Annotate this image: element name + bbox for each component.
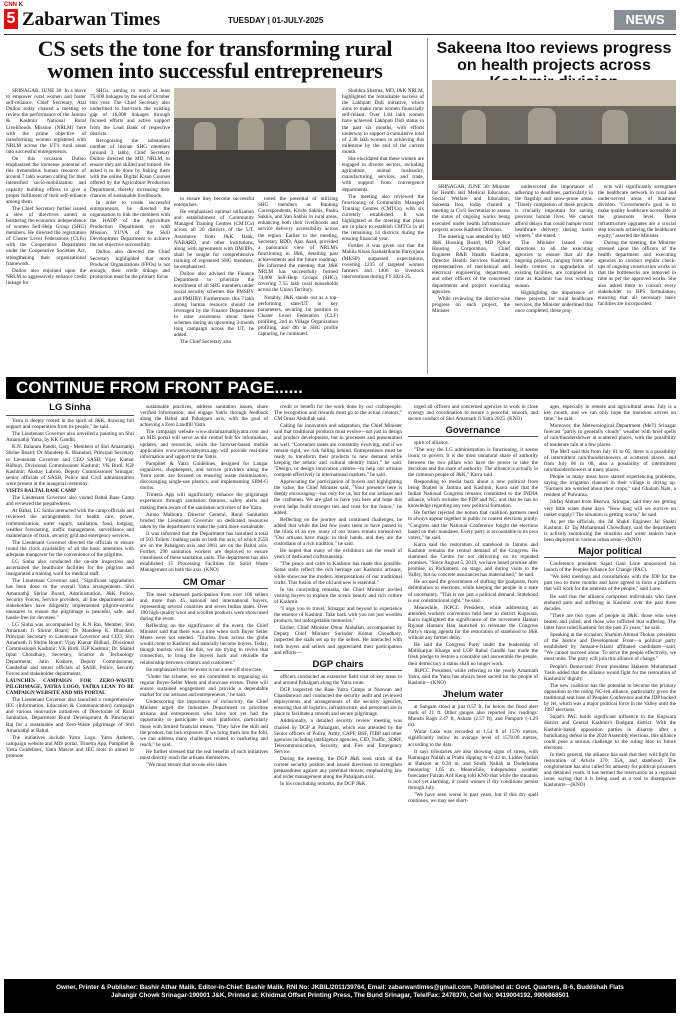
- paragraph: He further stressed that the real benefits of such initiatives must directly reach the artisans themselves.: [140, 748, 268, 761]
- paragraph: He emphasized that the event is not a one-off showcase.: [146, 666, 263, 673]
- paragraph: Earlier, Chief Minister Omar Abdullah, accompanied by Deputy Chief Minister Surinder Kumar Choudhary, inspected the stalls set up by the sellers. He interacted with both buyers and sellers and appreciated their participation and efforts—: [274, 625, 402, 656]
- paragraph: DGP inspected the Base Yatra Camps at Nunwan and Chandanwari and conducted the security audit and reviewed deployments and arrangements of the security agencies, ensuring that all logistics, infrastructure, and personnel are in place to facilitate a smooth and secure pilgrimage.: [274, 686, 402, 718]
- paragraph: Further it was given out that the Mahila Kisan Sashaktikaran Pariyojana (MKSP) surpassed expectations, covering 1235 of targeted women farmers and 1406 in livestock interventions during FY 2024-25.: [342, 243, 424, 280]
- paragraph: noted the potential of utilizing SHG members as Banking Correspondents, Krishi Sakhis, Pashu Sakhis, and Van Sakhis in rural areas, enhancing both their livelihoods and service delivery accessibility across the region. Earlier in the meeting, Secretary RDD, Ajaz Asad, provided a panoramic view of NRLM's functioning in J&K, detailing past achievements and the future roadmap. He informed the meeting that J&K NRLM has successfully formed 74,000 Self-Help Groups (SHG), covering 7.55 lakh rural households across the Union Territory.: [258, 196, 338, 294]
- paragraph: The Chief Secretary also: [180, 339, 232, 346]
- paragraph: Conference president Sajad Gani Lone announced his launch of the Peoples Alliance for Change (PAC).: [544, 561, 676, 574]
- paragraph: Meanwhile, JKPCC President, while addressing an attended workers convention held here in district Kupwara, Karra highlighted the significance of the movement Hamari Riyasat Hamara Haq launched to reinstate the Congress Party's strong agenda for the restoration of statehood to J&K without any further delay.: [408, 604, 538, 642]
- paragraph: In order to create successful entrepreneurs, he directed the organisation to link the members with the HADP of the Agriculture Production Department or with Mission YUVA of the Skill Development Department to achieve the set objective successfully.: [90, 199, 170, 249]
- paragraph: Additionally, a detailed security review meeting was chaired by DGP at Pahalgam, which was attended by the Senior officers of Police, Army, CAPF, BSF, ITBP and other agencies including intelligence agencies, CID, Traffic, SDRF, Telecommunication, Security, and Fire and Emergency Service.: [274, 718, 402, 755]
- paragraph: Appreciating the participation of buyers and highlighting the value, the Chief Minister said, "Your presence here is deeply encouraging—not only for us, but for our artisans and the craftsmen. We are glad to have you here and hope this event helps build stronger ties and trust for the future," he added.: [274, 479, 402, 516]
- paragraph: On this occasion Dulloo emphasized the immense potential of this tremendous human resource of around 7 lakh women calling for their intensified socio-mobilization and capacity building efforts to give a proper fulfilment of their self-reliance among them.: [6, 156, 86, 205]
- lead-col-4: [258, 196, 338, 373]
- paragraph: LAUNCHES CAMPAIGN FOR ZERO-WASTE PILGRIMAGE, YATRA LOGO, YATRA LEAN TO BE CAMPAIGN WEBSITE AND MIS PORTAL: [6, 677, 134, 697]
- sub-heading: Major political: [544, 546, 676, 558]
- paragraph: Speaking at the occasion, Shamim Ahmad Thokar, president of the Justice and Development Front—a political party established by Jamaat-e-Islami affiliated candidates—said, "We cannot succeed alone. To serve the people effectively, we must unite. The party will join this alliance of change.": [544, 632, 676, 663]
- paragraph: The Minister issued clear directions to all the executing agencies to ensure that all the ongoing projects, ranging from new health centres to upgradation of existing facilities, are completed in time as Kashmir has less working season.: [515, 239, 593, 289]
- page-header: [0, 0, 680, 36]
- paragraph: In his concluding remarks, the DGP J&K: [280, 781, 366, 788]
- paragraph: The campaign website www.shriamarnathjiyatra.com and an MIS portal will serve as the central hub for information, updates, and resources, while the browser-based mobile application www.zerowasteyatra.app will provide real-time information and support to the Yatris.: [140, 429, 268, 460]
- paragraph: SRINAGAR, JUNE 30: Minister for Health and Medical Education, Social Welfare and Education, Sakeena Itoo, today chaired a meeting at Civil Secretariat to assess the status of ongoing works being executed under health infrastructure projects across Kashmir Division.: [432, 184, 510, 233]
- lead-photo: [174, 88, 336, 192]
- paragraph: "The peace and calm in Kashmir has made this possible. Some stalls reflect the rich heritage our Kashmiri artisans, while showcase the modern interpretations of our traditional crafts. This fusion of the old and new is essential.": [274, 561, 402, 586]
- paragraph: At Baltal, LG Sinha interacted with the camp officials and reviewed the arrangements for health care, power, communication, water supply, sanitation, food, lodging, weather forecasting, traffic management, surveillance and maintenance of track, security grid and emergency services.: [6, 508, 134, 539]
- side-col-2: [515, 184, 593, 374]
- dateline: TUESDAY | 01-JULY-2025: [228, 16, 324, 25]
- paragraph: As per the officials, the Jal Shakti Engineer Jal Shakti Kashmir, Er Taj Mohammad Chowdhary, said the department is actively monitoring the situation and water tankers have been deployed in various urban areas—(KNO): [544, 518, 676, 543]
- small-logo: CNN K: [4, 2, 23, 8]
- paragraph: LG Sinha was accompanied by K.N Rai, Member, Shri Amarnath Ji Shrine Board; Dr Mandeep K. Bhandari, Principal Secretary to Lieutenant Governor and CEO, Shri Amarnath Ji Shrine Board; Vijay Kumar Bidhuri, Divisional Commissioner Kashmir; VK Birdi, IGP Kashmir; Dr. Shahid Iqbal Choudhary, Secretary, Science & Technology Department; Jatin Kishore, Deputy Commissioner, Ganderbal and senior officials of SASB, Police, Security Forces and stakeholder departments.: [6, 622, 134, 677]
- imprint-footer: [4, 979, 676, 1013]
- continued-banner: CONTINUE FROM FRONT PAGE......: [6, 377, 676, 399]
- paragraph: "We have seen worse in past years, but if this dry spell continues, we may see short-: [408, 792, 538, 805]
- paragraph: He said that the alliance comprises individuals who have endured pain and suffering in Kashmir over the past three decades.: [544, 593, 676, 612]
- col1-heading-rule: [6, 415, 134, 416]
- lead-col-3: [174, 196, 254, 373]
- lead-col-5: [342, 88, 424, 373]
- paragraph: He said the Congress Party under the leadership of Mallikarjun Kharge and LOP Rahul Gandhi has made the fresh pledge to restore a countable and answerable the people, their democracy a status shall no longer work.: [408, 642, 538, 667]
- paragraph: Pamphlet & Yatra Guidelines, designed for Langar organizers, shopkeepers, and service providers along the Yatra route, are focused on ensuring waste minimization, discouraging single-use plastics, and implementing SBM-G norms.: [140, 460, 268, 492]
- paragraph: Wular Lake was recorded at 1.54 ft of 1576 metres, significantly below its average level of 1578.00 metres, according to the data.: [408, 729, 538, 748]
- paragraph: The meeting was attended by MD J&K Housing Board, MD Police Housing Corporation, Chief Engineer R&B Health Kashmir, Director Health Services Kashmir, representatives of mechanical and electrical engineering department, and other officers of the concerned departments and project executing agencies.: [432, 233, 510, 295]
- paragraph: "Under the scheme, we are committed to organizing six regular Buyer-Seller Meets and showcase events. These will ensure sustained engagement and provide a dependable market for our artisans and entrepreneurs," he said.: [140, 673, 268, 699]
- side-col-1: [432, 184, 510, 374]
- paragraph: Recognizing the substantial number of literate SHG members (around 3 lakh), Chief Secretary Dulloo directed the MD, NRLM, to ensure they are skilled and trained. He asked it to be done by linking them with the online Digital Kisan Courses offered by the Agriculture Production Department, thereby increasing their chances of sustainable livelihoods.: [90, 137, 170, 199]
- lead-col-2: [90, 88, 170, 373]
- paragraph: He hoped that many of the exhibitors are the result of years of dedicated craftsmanship.: [274, 548, 402, 561]
- paragraph: During the meeting, the DGP J&K took stock of the current security posture and issued directions to strengthen preparedness against any potential threats, emphasizing law and order management along the Pahalgam axis.: [274, 755, 402, 781]
- sub-heading: CM Omar: [140, 577, 268, 589]
- paragraph: "There are two types of people in J&K: those who were beaten and jailed, and those who inflicted that suffering. The latter have ruled Kashmir for the past 35 years," he said.: [544, 612, 676, 631]
- paragraph: Moreover, the Meteorological Department (MeT) Srinagar forecast "partly to generally cloudy" weather with brief spells of rain/thundershower at scattered places, with the possibility of moderate rain at a few places.: [544, 423, 676, 448]
- paragraph: Sajad's PAC holds significant influence in the Kupwara district and Central Kashmir's Budgam district. With the Kashmir-based opposition parties in disarray after a humiliating defeat in the 2024 Assembly elections, this alliance could pose a serious challenge to the ruling bloc in future elections.: [544, 714, 676, 751]
- paragraph: The new coalition has the potential to become the primary opposition to the ruling NC-led alliance, particularly given the traditional seat base of Peoples Conference and the JDP backed by Jel, which was a major political force in the Valley until the 1987 elections.: [544, 682, 676, 714]
- paragraph: Underscoring the importance of inclusivity, the Chief Minister urged the Industries Department to prioritise artisans and entrepreneurs who have not yet had the opportunity to participate in such platforms, particularly those with limited financial means. "They have the skill and the product, but lack exposure. If we bring them into the fold, we can address many challenges related to marketing and reach," he said.: [140, 699, 268, 748]
- paragraph: at Sangam stood at just 0.57 ft, far below the flood alert mark of 21 ft. Other gauges also reported low readings: Munshi Bagh 2.47 ft, Asham (2.57 ft), and Pampore (-1.29 m).: [408, 703, 538, 729]
- paragraph: "I urge you to travel, Srinagar and beyond to experience the essence of Kashmir. Take back with you not just woollen products, but unforgettable memories.": [274, 606, 402, 625]
- paragraph: People in many areas have started experiencing problems, saying the irrigation channel in their village is drying up. "Farmers are worried about their crops," said Ghulam Nabi, a resident of Pulwama.: [544, 474, 676, 499]
- paragraph: Dulloo also advised the Finance Department to prioritize the enrollment of all SHG members under social security schemes like PMSBY and PMJJBY. Furthermore, this 7 lakh strong human resource should be leveraged by the Finance Department to raise awareness about these schemes during an upcoming 3-month long campaign across the UT, he added.: [174, 271, 254, 339]
- paragraph: The Lieutenant Governor also visited Baltal Base Camp and reviewed the preparedness.: [6, 495, 134, 508]
- paragraph: It was informed that the Department has installed a total of 503 Toilets / bathing units on both the axis, of which 2558 are on the Pahalgam axis and 2061 are on the Baltal axis. Further, 290 sanitation workers are deployed to ensure cleanliness of these sanitation units. The department has also established 15 Processing Facilities for Solid Waste Management on both the axis. (KNO): [140, 530, 268, 574]
- paragraph: "The way the LG administration is functioning, it seems ironic to govern. It is the most unnatural share of authority between the two pillars who have the power to take the decisions and the share of authority. The alliance is actually in the common people of J&K," Karra said.: [408, 447, 538, 478]
- paragraph: Reflecting on the journey and continued challenges, he added that while the last few years seem to have passed in the blink of an eye, many of our issues remain unresolved. "Our artisans have magic in their hands, and they are the custodians of a rich tradition," he said.: [274, 516, 402, 548]
- paragraph: SRINAGAR, JUNE 30: In a move to empower rural women and foster self-reliance, Chief Secretary, Atal Dulloo today chaired a meeting to review the performance of the Jammu & Kashmir National Rural Livelihoods Mission (NRLM) here with the prime objective of transforming women registered with NRLM across the UT's rural areas into successful entrepreneurs.: [6, 88, 86, 155]
- paragraph: Notably, J&K stands out as a top-performing state/UT in key parameters, securing 1st position in Cluster Level Federation (CLF) profiling, 2nd in Village Organization profiling, and 4th in SHG profile capturing, he continued.: [258, 294, 338, 338]
- paragraph: to ensure they become successful enterprises.: [174, 196, 254, 209]
- paragraph: The Chief Secretary further issued a slew of directives aimed at bolstering the economic independence of women Self-Help Group (SHG) members. He directed the registration of Cluster Level Federations (CLFs) with the Cooperative Department under the Cooperative Societies Act, strengthening their organizational framework.: [6, 205, 86, 267]
- paragraph: Shubhra Sharma, MD, J&K NRLM, highlighted the remarkable success of the Lakhpati Didi initiative, which aims to make rural women financially self-reliant. Over 1.84 lakh women have achieved Lakhpati Didi status in the past six months, with efforts underway to support a cumulative total of 2.38 lakh women in achieving this milestone by the end of the current month.: [342, 88, 424, 155]
- paragraph: JKPCC President, while referring to the yearly Amarnath Yatra, said the Yatra has always been sacred for the people of Kashmir—(KNO): [408, 667, 538, 686]
- paragraph: VISITS BALTAL BASE CAMP: [6, 488, 77, 495]
- paragraph: Calling for innovation and adaptation, the Chief Minister said that traditional products must evolve—not just in design and product development, but in processes and presentation as well. "Consumer tastes are constantly evolving, and if we remain rigid, we risk falling behind. Entrepreneurs must be ready to transform their products to new demand while keeping the artistic and cultural identity intact," he said. "Design, or design innovation centres—to help our artisans compete effectively in international markets," he said.: [274, 423, 402, 479]
- header-rule: [4, 34, 676, 35]
- paragraph: Yatra is deeply rooted in the spirit of J&K, drawing full support and cooperation from its people," he said.: [6, 418, 134, 431]
- paragraph: In their general, the alliance has said that they will fight for restoration of Article 370, 35A, and statehood. The conglomerate has also called for amnesty for political prisoners and detained youth. It has termed the reservation as a regional issue, saying that it is being used as a tool to disempower Kashmiris—(KNO): [544, 751, 676, 789]
- imprint-line-2: Jahangir Chowk Srinagar-190001 J&K, Printed at: Khidmat Offset Printing Press, The Bund Srinagar, Tele/Fax: 2478370, Cell No: 9419004192, 9906868501: [111, 992, 569, 999]
- sub-heading: Jhelum water: [408, 689, 538, 701]
- paragraph: underscored the importance of adhering to deadlines, particularly in the flagship and snow-prone areas. "Timely completion of these projects is crucially important for saving precious human lives. We cannot afford delays that could hamper rural healthcare delivery during harsh winters," she stated.: [515, 184, 593, 239]
- paragraph: Dulloo also directed the Chief Secretary highlighted that more Producer Organizations (FPOs) is not enough; their credit linkage and production must be the primary focus: [90, 249, 170, 280]
- paragraph: ages, especially in remote and agricultural areas. July is a key month, and we can only hope the monsoon arrives on time," he said.: [544, 404, 676, 423]
- paragraph: People's Democratic Front president Hakeem Muhammad Yasin added that the alliance would fight for the restoration of Kashmiris' dignity.: [544, 663, 676, 682]
- paragraph: Highlighting the importance of these projects for rural healthcare services, the Minister underlined that once completed, these proj-: [515, 289, 593, 314]
- paragraph: Amoo Malhotra, Director General, Rural Sanitation briefed the Lieutenant Governor on dedicated resources taken by the department to make the yatra more sustainable.: [140, 511, 268, 530]
- paragraph: The Lieutenant Governor also launched a comprehensive IEC (Information, Education & Communication) campaign and various innovative initiatives of Directorate of Rural Sanitation, Department Rural Development & Panchayati Raj for a sustainable and Zero-Waste pilgrimage of Shri Amarnathji at Baltal.: [6, 697, 134, 734]
- paragraph: "We held meetings and consultations with the JDP for the past two to three months and have agreed to form a platform that will work for the interests of the people," said Lone.: [544, 574, 676, 593]
- paragraph: ects will significantly strengthen the healthcare network in rural and under-served areas of Kashmir division. "Government's goal is to make quality healthcare accessible at the grassroots level. These infrastructure upgrades are a crucial step towards achieving the healthcare equity," asserted the Minister.: [598, 184, 676, 239]
- side-headline: Sakeena Itoo reviews progress on health projects across: [436, 40, 672, 74]
- story-separator: [427, 38, 428, 374]
- paragraph: urged all officers and concerned agencies to work in close synergy and coordination to ensure a peaceful, smooth, and secure conduct of Shri Amarnath Ji Yatra 2025. (KNO): [408, 404, 538, 423]
- paragraph: officers conducted an extensive field visit of key areas in and around Pahalgam along the Yatra route.: [274, 673, 402, 686]
- paragraph: Karra said the restoration of statehood to Jammu and Kashmir remains the central demand of the Congress. He slammed the Centre for not delivering on its repeated promises. "Since August 5, 2019, we have heard promise after promise, in Parliament, on stage, and during visits to the Valley, but no concrete assurances has materialised," he said.: [408, 541, 538, 579]
- paragraph: SHGs, aiming to reach at least 75,000 linkages by the end of October this year. The Chief Secretary also underlined to fast-track the existing gap of 16,000 linkages through focused efforts and active support from the Lead Bank of respective districts.: [90, 88, 170, 137]
- page-number-badge: 5: [4, 9, 18, 29]
- section-tag: NEWS: [614, 10, 676, 30]
- side-photo: [432, 80, 676, 180]
- paragraph: credit or benefit for the work done by our craftspeople. The recognition and rewards must go to the actual creators," CM Omar Abdullah said.: [274, 404, 402, 423]
- paragraph: Dulloo also enjoined upon the NRLM to aggressively enhance credit linkage for: [6, 267, 86, 286]
- paragraph: While reviewing the district-wise progress on each project, the Minister: [432, 295, 510, 314]
- paragraph: The meet witnessed participation from over 100 sellers and more than 45 national and international buyers, representing several countries and seven Indian states. Over 100 high-quality wool and woollen products were showcased during the event.: [140, 591, 268, 622]
- continued-col-1: [6, 418, 134, 976]
- paragraph: She elucidated that these women are engaged in diverse sectors, including agriculture, animal husbandry, manufacturing, services, and trade, with support from convergence departments.: [342, 156, 424, 193]
- paragraph: During the meeting, the Minister stressed upon the officers of the health department and executing agencies to conduct regular check-ups of ongoing construction works so that the bottlenecks are removed in time as per the approved works. She also asked them to consult every stakeholder in BPS formulation, ensuring that all necessary basic facilities are incorporated.: [598, 239, 676, 307]
- masthead: Zabarwan Times: [22, 9, 161, 30]
- continued-col-4: [408, 404, 538, 976]
- paragraph: The Lieutenant Governor directed the officials to ensure round the clock availability of all the basic amenities with adequate manpower for the convenience of the pilgrims.: [6, 539, 134, 558]
- paragraph: The MeT said that from July 01 to 05, there is a possibility of intermittent rain/thundershowers at scattered places, and from July 06 to 08, also a possibility of intermittent rain/thundershowers at many places.: [544, 448, 676, 473]
- paragraph: The initiatives include Yatra Logo, Yatra Anthem, campaign website and MIS portal, Trinetra App, Pamphlet & Yatra Guidelines, Yatra Mascot and IEC tools to aimed to promote: [6, 734, 134, 759]
- paragraph: He further rejected the notion that coalition partners need to always appear together in public or contest elections jointly. "Congress and the National Conference fought the elections based on their mandates. Every party is accountable to its own voters," he said.: [408, 510, 538, 541]
- paragraph: He accused the government of shifting the goalposts, from delimitation to elections, while keeping the people in a state of uncertainty. "This is not just a political demand. Statehood is our constitutional right," he said.: [408, 579, 538, 604]
- paragraph: He emphasized optimal utilization and establishment of Community Managed Training Centres (CMTCs) across all 20 districts of the UT. Assistance from J&K Bank, NABARD, and other institutions, along with agreements with IIM/IIPs, shall be sought for comprehensive training of registered SHG members, he emphasized.: [174, 209, 254, 271]
- continued-col-3: [274, 404, 402, 976]
- paragraph: Ishfaq Ahmad from Beerwa, Srinagar, said they are getting very little water these days. "How long will we survive on tanker supply? The situation is getting worse," he said.: [544, 499, 676, 518]
- paragraph: spirit of alliance.: [414, 440, 450, 447]
- sub-heading: Governance: [408, 425, 538, 437]
- lead-headline: CS sets the tone for transforming rural women into successful entrepreneurs: [37, 36, 393, 83]
- paragraph: The meeting also reviewed the functioning of Community Managed Training Centres (CMTCs), with six currently established. It was highlighted at the meeting that plans are in place to establish CMTCs in all the remaining 14 districts during the ensuing financial year.: [342, 193, 424, 243]
- paragraph: K.N. Balaram Pandit, Garg - Members of Shri Amarnathji Shrine Board; Dr Mandeep K. Bhandari, Principal Secretary to Lieutenant Governor and CEO SASB; Vijay Kumar Bidhuri, Divisional Commissioner Kashmir; VK Birdi, IGP Kashmir; Akshay Labroo, Deputy Commissioner Srinagar; senior officials of SASB, Police and Civil administration were present at the inaugural ceremony.: [6, 444, 134, 487]
- paragraph: Trinetra App will significantly enhance the pilgrimage experience through sanitation features, safety alerts and making them aware of the sanitation activities of the Yatra.: [140, 492, 268, 511]
- paragraph: sustainable practices, address sanitation issues, share verified information, and engage Yatris through feedback along the Baltal and Pahalgam axis, with the goal of achieving a Zero Landfill Yatra.: [140, 404, 268, 429]
- sub-heading: DGP chairs: [274, 659, 402, 671]
- paragraph: In his concluding remarks, the Chief Minister invited visiting buyers to explore the scenic beauty and rich culture of Kashmir.: [274, 586, 402, 605]
- paragraph: It says tributaries are also showing signs of stress, with Ramnagar Nallah at Prathi dipping to -0.43 m, Lidder Nallah at Batkoot at 0.30 m, and Sindh Nallah at Doderhama measuring 1.05 m. Meanwhile, independent weather forecaster Faizan Arif Keng told KNO that while the situation is not yet alarming, it could worsen if dry conditions persist through July.: [408, 748, 538, 792]
- paragraph: "We must ensure that no one else takes: [146, 762, 227, 769]
- paragraph: The Lieutenant Governor said, "Significant upgradation has been done to the overall Yatra arrangements. Shri Amarnathji Shrine Board, Administration, J&K Police, Security Forces, Service providers, all line departments and stakeholders have diligently implemented pilgrim-centric measures to ensure the pilgrimage is peaceful, safe, and hassle-free for devotees.": [6, 578, 134, 621]
- imprint-line-1: Owner, Printer & Publisher: Bashir Athar Malik. Editor-in-Chief: Bashir Malik. RNI No: JKBIL/2011/39764, Email: zabarwantimes@gmail.com, Published at: Govt. Quarters, B-6, Buddshah Flats: [56, 984, 624, 991]
- side-col-3: [598, 184, 676, 374]
- continued-col-5: [544, 404, 676, 976]
- paragraph: Reflecting on the significance of the event, the Chief Minister said that there was a time when such Buyer Seller Meets were not needed. "Tourists from across the globe would come to Kashmir and naturally become buyers. Today, though tourists visit like this, we are trying to revive that connection, to bring the buyers back and rekindle the relationship between creators and customers.": [140, 623, 268, 666]
- continued-col-2: [140, 404, 268, 976]
- lead-col-1: [6, 88, 86, 373]
- paragraph: Responding to media buzz about a new political front being floated in Jammu and Kashmir, Karra said that the Indian National Congress remains committed to the INDIA alliance, which includes the PDP and NC, and that he has no knowledge regarding any new political formation.: [408, 478, 538, 510]
- paragraph: The Lieutenant Governor also unveiled a painting on Shri Amarnathji Yatra, by KK Gandhi.: [6, 431, 134, 444]
- paragraph: LG Sinha also conducted the on-site inspection and ascertained the healthcare facilities for the pilgrims and inaugurated a training ward for medical staff.: [6, 559, 134, 578]
- col1-heading: LG Sinha: [49, 402, 91, 413]
